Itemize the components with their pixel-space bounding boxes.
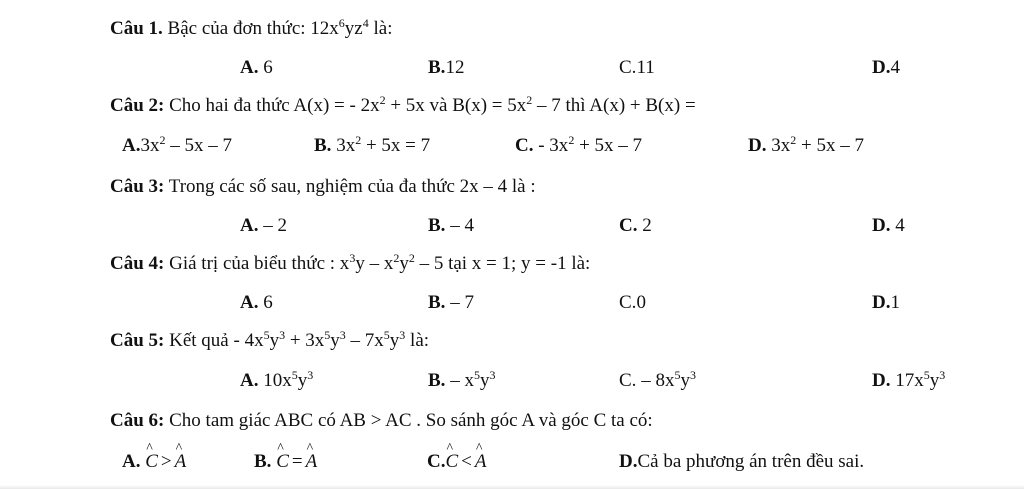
- question-label: Câu 5:: [110, 330, 165, 351]
- option-1-b: B.12: [428, 57, 465, 78]
- option-3-d: D. 4: [872, 215, 905, 236]
- question-label: Câu 2:: [110, 95, 165, 116]
- option-4-b: B. – 7: [428, 292, 474, 313]
- option-6-d: D.Cả ba phương án trên đều sai.: [619, 451, 865, 472]
- page-bottom-edge: [0, 485, 1024, 489]
- option-3-b: B. – 4: [428, 215, 474, 236]
- question-label: Câu 3:: [110, 176, 165, 197]
- question-label: Câu 6:: [110, 410, 165, 431]
- option-2-c: C. - $3x^2 + 5x - 7$: [515, 133, 643, 156]
- option-2-b: B. $3x^2 + 5x = 7$: [314, 133, 431, 156]
- option-5-c: C. – $8x^5y^3$: [619, 368, 696, 391]
- option-1-a: A. 6: [240, 57, 273, 78]
- option-2-d: D. $3x^2 + 5x - 7$: [748, 133, 864, 156]
- question-2: [110, 95, 696, 117]
- question-3: [110, 176, 536, 198]
- option-5-b: B. – $x^5y^3$: [428, 368, 496, 391]
- option-2-a: $A.3x^2 - 5x - 7$: [122, 133, 232, 156]
- option-5-a: A. $10x^5y^3$: [240, 368, 314, 391]
- option-3-a: A. – 2: [240, 215, 287, 236]
- question-1: [110, 18, 392, 40]
- option-6-b: B. C ^ = A ^: [254, 451, 317, 473]
- question-4: [110, 253, 590, 275]
- option-4-d: D.1: [872, 292, 900, 313]
- option-4-c: C.0: [619, 292, 646, 313]
- question-label: Câu 1.: [110, 18, 163, 39]
- question-text: Bậc của đơn thức: $12x^6yz^4$ là:: [167, 16, 393, 39]
- question-text: Trong các số sau, nghiệm của đa thức 2x – 4 là :: [168, 176, 536, 197]
- question-6: [110, 410, 653, 432]
- question-5: [110, 330, 429, 352]
- option-1-c: C.11: [619, 57, 655, 78]
- option-6-c: C.C ^ < A ^: [427, 451, 487, 473]
- option-4-a: A. 6: [240, 292, 273, 313]
- option-1-d: D.4: [872, 57, 900, 78]
- question-text: Kết quả - $4x^5y^3 + 3x^5y^3 - 7x^5y^3$ là:: [169, 328, 430, 351]
- option-3-c: C. 2: [619, 215, 652, 236]
- option-6-a: A. C ^ > A ^: [122, 451, 186, 473]
- question-text: Cho tam giác ABC có AB > AC . So sánh góc A và góc C ta có:: [169, 410, 653, 431]
- question-text: Giá trị của biểu thức : $x^3y - x^2y^2 - 5$ tại x = 1; y = -1 là:: [169, 251, 591, 274]
- question-text: Cho hai đa thức A(x) = - $2x^2 + 5x$ và $B(x) = 5x^2 - 7$ thì A(x) + B(x) =: [169, 93, 696, 116]
- question-label: Câu 4:: [110, 253, 165, 274]
- option-5-d: D. $17x^5y^3$: [872, 368, 946, 391]
